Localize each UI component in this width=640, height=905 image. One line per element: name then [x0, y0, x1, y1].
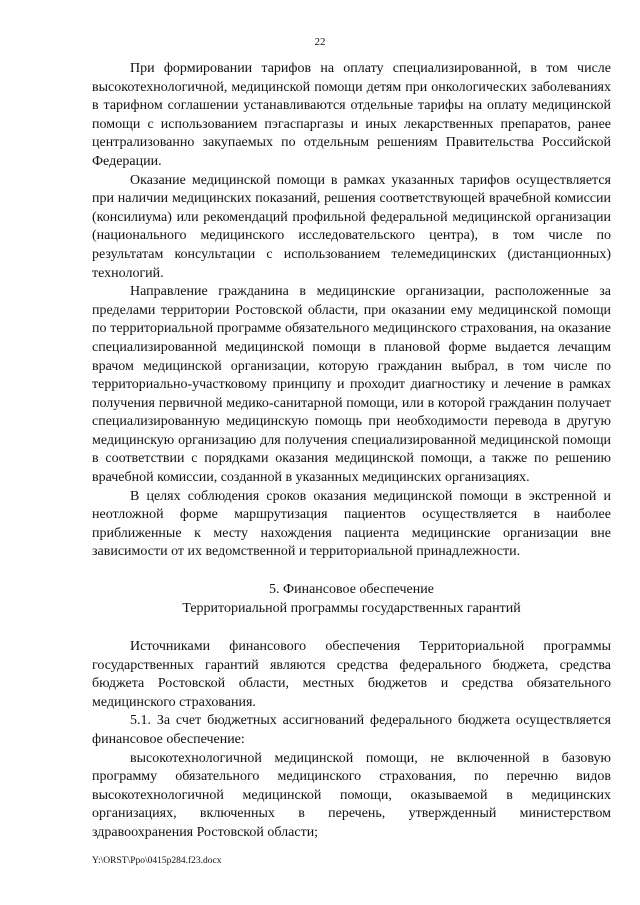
paragraph: При формировании тарифов на оплату специализированной, в том числе высокотехнологичной, медицинской помощи детям при онкологических заболеваниях в тарифном соглашении устанавливаются отдельные тарифы на оплату медицинской помощи с использованием пэгаспаргазы и иных лекарственных препаратов, ранее централизованно закупаемых по отдельным решениям Правительства Российской Федерации.	[92, 61, 611, 169]
paragraph: Источниками финансового обеспечения Территориальной программы государственных гарантий являются средства федерального бюджета, средства бюджета Ростовской области, местных бюджетов и средства обязательного медицинского страхования.	[92, 639, 611, 710]
section-heading-line1: 5. Финансовое обеспечение	[269, 582, 434, 598]
paragraph: В целях соблюдения сроков оказания медицинской помощи в экстренной и неотложной форме маршрутизация пациентов осуществляется в наиболее приближенные к месту нахождения пациента медицинские организации вне зависимости от их ведомственной и территориальной принадлежности.	[92, 488, 611, 560]
paragraph: Направление гражданина в медицинские организации, расположенные за пределами территории Ростовской области, при оказании ему медицинской помощи по территориальной программе обязательного медицинского страхования, на оказание специализированной медицинской помощи в плановой форме выдается лечащим врачом медицинской организации, которую гражданин выбрал, в том числе по территориально-участковому принципу и проходит диагностику и лечение в рамках получения первичной медико-санитарной помощи, или в которой гражданин получает специализированную медицинскую помощь при необходимости перевода в другую медицинскую организацию для получения специализированной медицинской помощи в соответствии с порядками оказания медицинской помощи, а также по решению врачебной комиссии, созданной в указанных медицинских организациях.	[92, 284, 611, 486]
footer-file-path: Y:\ORST\Ppo\0415p284.f23.docx	[92, 856, 222, 866]
page-number: 22	[314, 36, 326, 48]
section-heading-line2: Территориальной программы государственных гарантий	[182, 601, 521, 617]
section-heading	[92, 580, 611, 618]
paragraph: 5.1. За счет бюджетных ассигнований федерального бюджета осуществляется финансовое обеспечение:	[92, 713, 611, 747]
paragraph: Оказание медицинской помощи в рамках указанных тарифов осуществляется при наличии медицинских показаний, решения соответствующей врачебной комиссии (консилиума) или рекомендаций профильной федеральной медицинской организации (национального медицинского исследовательского центра), в том числе по результатам консультации с использованием телемедицинских (дистанционных) технологий.	[92, 172, 611, 281]
document-body	[92, 60, 611, 843]
paragraph: высокотехнологичной медицинской помощи, не включенной в базовую программу обязательного медицинского страхования, по перечню видов высокотехнологичной медицинской помощи, оказываемой в медицинских организациях, включенных в перечень, утвержденный министерством здравоохранения Ростовской области;	[92, 750, 611, 840]
